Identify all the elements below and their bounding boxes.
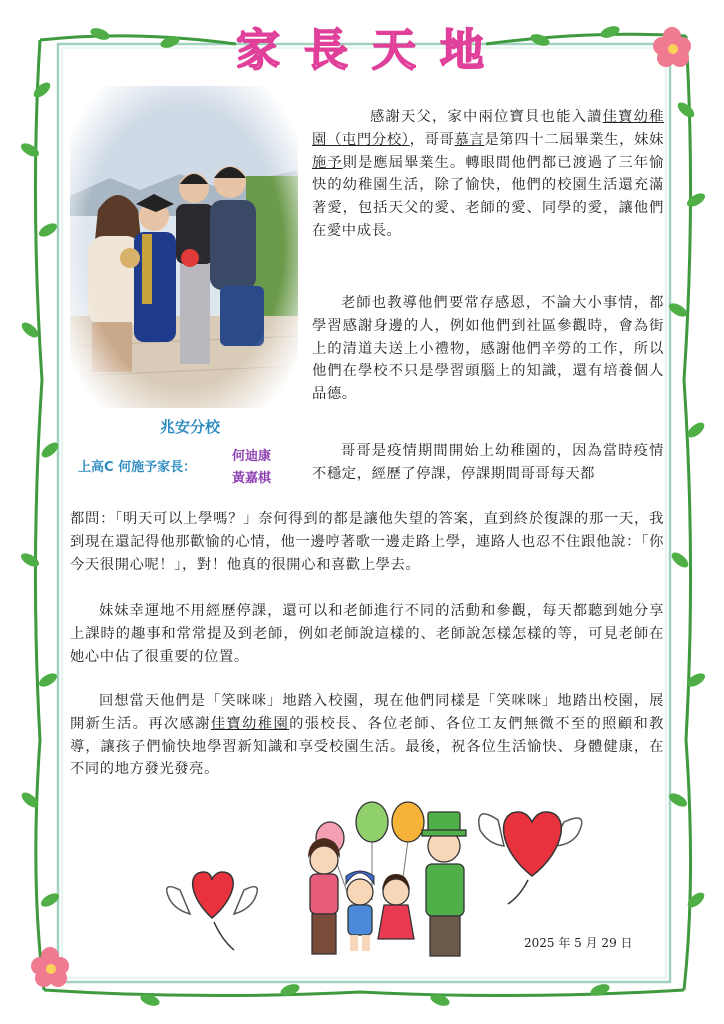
flower-icon (653, 27, 691, 67)
paragraph-5: 回想當天他們是「笑咪咪」地踏入校園，現在他們同樣是「笑咪咪」地踏出校園，展開新生活。再次感謝佳寶幼稚園的張校長、各位老師、各位工友們無微不至的照顧和教導，讓孩子們愉快地學習新知識和享受校園生活。最後，祝各位生活愉快、身體健康，在不同的地方發光發亮。 (70, 693, 664, 778)
title-char: 地 (440, 25, 486, 76)
parent-names (232, 446, 271, 490)
title-char: 天 (372, 25, 418, 76)
family-illustration (308, 802, 466, 956)
paragraph-2: 老師也教導他們要常存感恩，不論大小事情，都學習感謝身邊的人，例如他們到社區參觀時，會為街上的清道夫送上小禮物，感謝他們辛勞的工作，所以他們在學校不只是學習頭腦上的知識，還有培養個人品德。 (312, 295, 664, 403)
family-photo (70, 86, 298, 408)
class-parent-caption: 上高C 何施予家長： (78, 460, 197, 475)
parent-name: 何迪康 (232, 449, 272, 464)
page-title (236, 18, 486, 74)
winged-heart-right (479, 812, 582, 904)
title-char: 家 (236, 25, 282, 76)
winged-heart-left (167, 872, 258, 950)
paragraph-3-intro: 哥哥是疫情期間開始上幼稚園的，因為當時疫情不穩定，經歷了停課，停課期間哥哥每天都 (312, 443, 664, 482)
paragraph-1: 感謝天父，家中兩位寶貝也能入讀佳寶幼稚園（屯門分校），哥哥慕言是第四十二屆畢業生，妹妹施予則是應屆畢業生。轉眼間他們都已渡過了三年愉快的幼稚園生活，除了愉快，他們的校園生活還充滿著愛，包括天父的愛、老師的愛、同學的愛，讓他們在愛中成長。 (312, 109, 665, 239)
paragraph-4: 妹妹幸運地不用經歷停課，還可以和老師進行不同的活動和參觀，每天都聽到她分享上課時的趣事和常常提及到老師，例如老師說這樣的、老師說怎樣怎樣的等，可見老師在她心中佔了很重要的位置。 (70, 603, 664, 665)
letter-date: 2025 年 5 月 29 日 (524, 936, 633, 950)
paragraph-3: 都問：「明天可以上學嗎？」奈何得到的都是讓他失望的答案，直到終於復課的那一天，我到現在還記得他那歡愉的心情，他一邊哼著歌一邊走路上學，連路人也忍不住跟他說：「你今天很開心呢！」，對！他真的很開心和喜歡上學去。 (70, 511, 664, 573)
parent-name: 黃嘉棋 (232, 471, 272, 486)
school-caption: 兆安分校 (159, 418, 220, 436)
title-char: 長 (304, 25, 350, 76)
